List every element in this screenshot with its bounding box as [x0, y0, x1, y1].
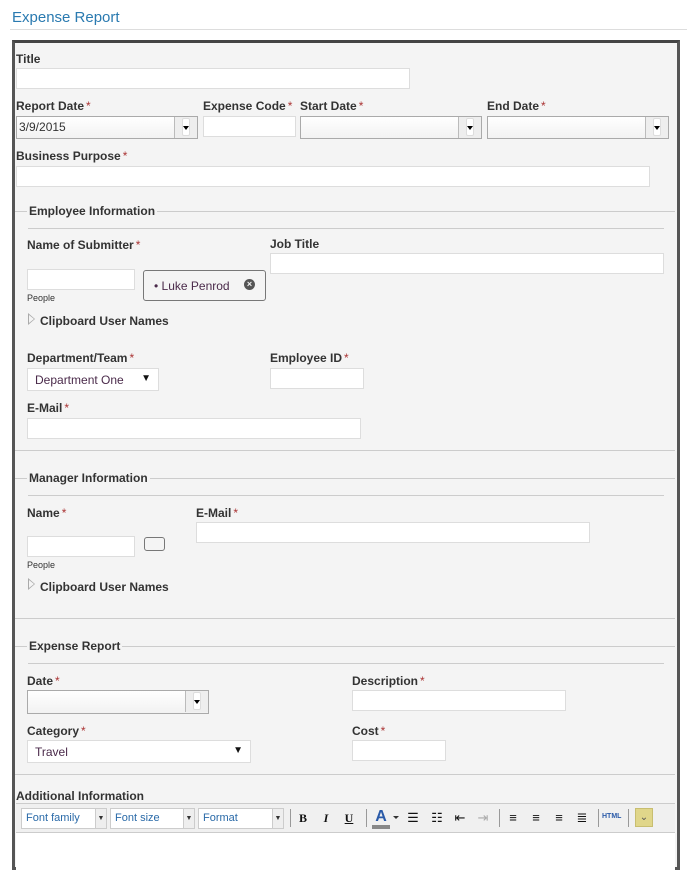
title-label: Title: [16, 52, 41, 66]
manager-email-label: E-Mail *: [196, 506, 239, 520]
clipboard-user-names-toggle[interactable]: Clipboard User Names: [40, 314, 169, 328]
people-hint: People: [27, 293, 56, 303]
manager-email-input[interactable]: [196, 522, 590, 543]
additional-info-label: Additional Information: [16, 789, 144, 803]
divider: [28, 228, 664, 229]
report-date-value: 3/9/2015: [19, 120, 66, 134]
page-title: Expense Report: [12, 9, 120, 26]
format-select[interactable]: Format ▼: [198, 808, 284, 829]
expense-code-input[interactable]: [203, 116, 296, 137]
job-title-label: Job Title: [270, 237, 320, 251]
rich-text-editor[interactable]: [16, 833, 675, 873]
start-date-label: Start Date *: [300, 99, 364, 113]
dropdown-arrow-icon: ▼: [141, 373, 151, 384]
numbered-list-icon[interactable]: ☷: [431, 810, 443, 825]
toolbar-separator: [598, 809, 599, 827]
align-right-icon[interactable]: ≡: [555, 810, 563, 825]
email-label: E-Mail *: [27, 401, 70, 415]
html-source-button[interactable]: HTML: [602, 813, 622, 820]
italic-button[interactable]: I: [323, 811, 329, 825]
indent-icon[interactable]: ⇥: [477, 810, 489, 825]
dropdown-arrow-icon: ▼: [233, 745, 243, 756]
header-divider: [10, 29, 687, 30]
people-hint: People: [27, 560, 56, 570]
start-date-picker[interactable]: [300, 116, 482, 139]
business-purpose-input[interactable]: [16, 166, 650, 187]
submitter-label: Name of Submitter *: [27, 238, 141, 252]
remove-user-icon[interactable]: ×: [244, 279, 255, 290]
section-divider: [15, 618, 675, 619]
expense-legend: Expense Report: [29, 639, 121, 653]
description-label: Description *: [352, 674, 425, 688]
date-label: Date *: [27, 674, 60, 688]
bullet-list-icon[interactable]: ☰: [407, 810, 419, 825]
employee-id-label: Employee ID *: [270, 351, 349, 365]
divider: [28, 663, 664, 664]
expense-code-label: Expense Code *: [203, 99, 293, 113]
toolbar-separator: [366, 809, 367, 827]
manager-legend: Manager Information: [29, 471, 148, 485]
department-select[interactable]: Department One ▼: [27, 368, 159, 391]
bold-button[interactable]: B: [298, 811, 307, 825]
calendar-dropdown-button[interactable]: [645, 117, 668, 138]
section-divider: [15, 450, 675, 451]
color-dropdown-icon[interactable]: [393, 816, 399, 822]
user-chip: • Luke Penrod ×: [143, 270, 266, 301]
manager-people-input[interactable]: [27, 536, 135, 557]
section-divider: [15, 774, 675, 775]
employee-id-input[interactable]: [270, 368, 364, 389]
outdent-icon[interactable]: ⇤: [454, 810, 466, 825]
expand-triangle-icon[interactable]: [28, 313, 35, 325]
justify-icon[interactable]: ≣: [576, 810, 588, 825]
cost-input[interactable]: [352, 740, 446, 761]
font-size-select[interactable]: Font size ▼: [110, 808, 195, 829]
end-date-label: End Date *: [487, 99, 546, 113]
report-date-label: Report Date *: [16, 99, 91, 113]
end-date-picker[interactable]: [487, 116, 669, 139]
align-left-icon[interactable]: ≡: [509, 810, 517, 825]
clipboard-user-names-toggle[interactable]: Clipboard User Names: [40, 580, 169, 594]
toolbar-separator: [290, 809, 291, 827]
calendar-dropdown-button[interactable]: [458, 117, 481, 138]
expense-date-picker[interactable]: [27, 690, 209, 714]
toolbar-separator: [499, 809, 500, 827]
align-center-icon[interactable]: ≡: [532, 810, 540, 825]
font-family-select[interactable]: Font family ▼: [21, 808, 107, 829]
submitter-people-input[interactable]: [27, 269, 135, 290]
expand-triangle-icon[interactable]: [28, 578, 35, 590]
text-color-button[interactable]: A: [372, 808, 390, 829]
divider: [28, 495, 664, 496]
title-input[interactable]: [16, 68, 410, 89]
category-select[interactable]: Travel ▼: [27, 740, 251, 763]
toolbar-separator: [628, 809, 629, 827]
manager-name-label: Name *: [27, 506, 67, 520]
employee-email-input[interactable]: [27, 418, 361, 439]
calendar-dropdown-button[interactable]: [185, 691, 208, 712]
employee-legend: Employee Information: [29, 204, 156, 218]
cost-label: Cost *: [352, 724, 386, 738]
report-date-picker[interactable]: [16, 116, 198, 139]
underline-button[interactable]: U: [344, 811, 354, 825]
chevron-down-icon[interactable]: ⌄: [635, 808, 653, 827]
calendar-dropdown-button[interactable]: [174, 117, 197, 138]
business-purpose-label: Business Purpose *: [16, 149, 128, 163]
job-title-input[interactable]: [270, 253, 664, 274]
description-input[interactable]: [352, 690, 566, 711]
department-label: Department/Team *: [27, 351, 135, 365]
manager-chip-empty[interactable]: [144, 537, 165, 551]
category-label: Category *: [27, 724, 86, 738]
